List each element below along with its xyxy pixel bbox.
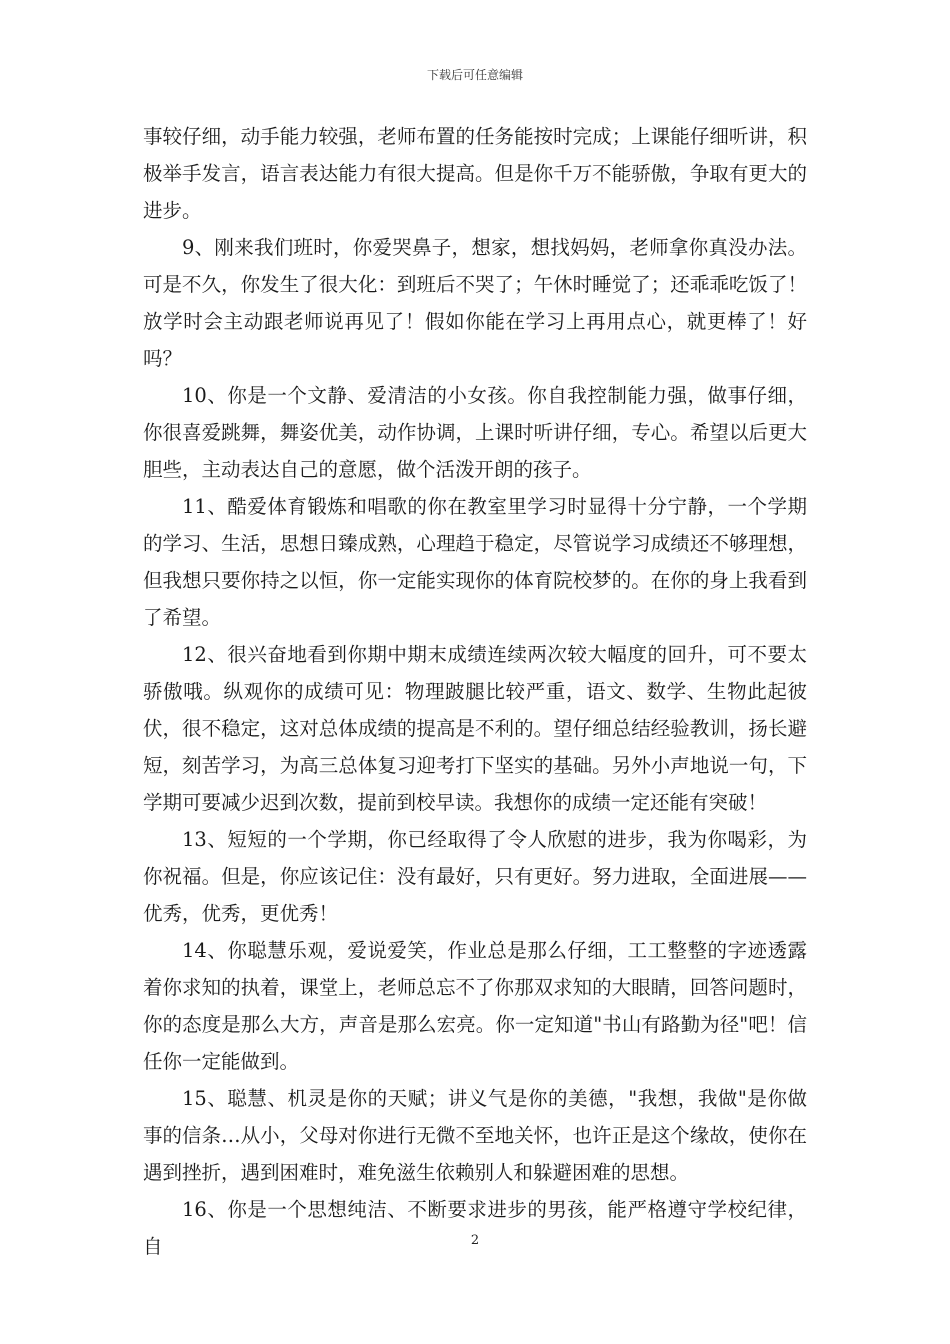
comment-paragraph-10: 10、你是一个文静、爱清洁的小女孩。你自我控制能力强，做事仔细，你很喜爱跳舞，舞姿优美，动作协调，上课时听讲仔细，专心。希望以后更大胆些，主动表达自己的意愿，做个活泼开朗的孩子。 <box>143 384 807 481</box>
document-body <box>143 118 807 1265</box>
page-number: 2 <box>470 1233 480 1248</box>
comment-paragraph-14: 14、你聪慧乐观，爱说爱笑，作业总是那么仔细，工工整整的字迹透露着你求知的执着，课堂上，老师总忘不了你那双求知的大眼睛，回答问题时，你的态度是那么大方，声音是那么宏亮。你一定知道"书山有路勤为径"吧！信任你一定能做到。 <box>143 939 807 1073</box>
paragraph-continuation: 事较仔细，动手能力较强，老师布置的任务能按时完成；上课能仔细听讲，积极举手发言，语言表达能力有很大提高。但是你千万不能骄傲，争取有更大的进步。 <box>143 125 807 222</box>
page-header: 下载后可任意编辑 <box>426 68 523 82</box>
comment-paragraph-15: 15、聪慧、机灵是你的天赋；讲义气是你的美德，"我想，我做"是你做事的信条…从小，父母对你进行无微不至地关怀，也许正是这个缘故，使你在遇到挫折，遇到困难时，难免滋生依赖别人和躲避困难的思想。 <box>143 1087 807 1184</box>
comment-paragraph-9: 9、刚来我们班时，你爱哭鼻子，想家，想找妈妈，老师拿你真没办法。可是不久，你发生了很大化：到班后不哭了；午休时睡觉了；还乖乖吃饭了！放学时会主动跟老师说再见了！假如你能在学习上再用点心，就更棒了！好吗？ <box>143 236 807 370</box>
comment-paragraph-16: 16、你是一个思想纯洁、不断要求进步的男孩，能严格遵守学校纪律，自 <box>143 1198 807 1258</box>
comment-paragraph-11: 11、酷爱体育锻炼和唱歌的你在教室里学习时显得十分宁静，一个学期的学习、生活，思想日臻成熟，心理趋于稳定，尽管说学习成绩还不够理想，但我想只要你持之以恒，你一定能实现你的体育院校梦的。在你的身上我看到了希望。 <box>143 495 807 629</box>
comment-paragraph-12: 12、很兴奋地看到你期中期末成绩连续两次较大幅度的回升，可不要太骄傲哦。纵观你的成绩可见：物理跛腿比较严重，语文、数学、生物此起彼伏，很不稳定，这对总体成绩的提高是不利的。望仔细总结经验教训，扬长避短，刻苦学习，为高三总体复习迎考打下坚实的基础。另外小声地说一句，下学期可要减少迟到次数，提前到校早读。我想你的成绩一定还能有突破！ <box>143 643 807 814</box>
comment-paragraph-13: 13、短短的一个学期，你已经取得了令人欣慰的进步，我为你喝彩，为你祝福。但是，你应该记住：没有最好，只有更好。努力进取，全面进展——优秀，优秀，更优秀！ <box>143 828 807 925</box>
